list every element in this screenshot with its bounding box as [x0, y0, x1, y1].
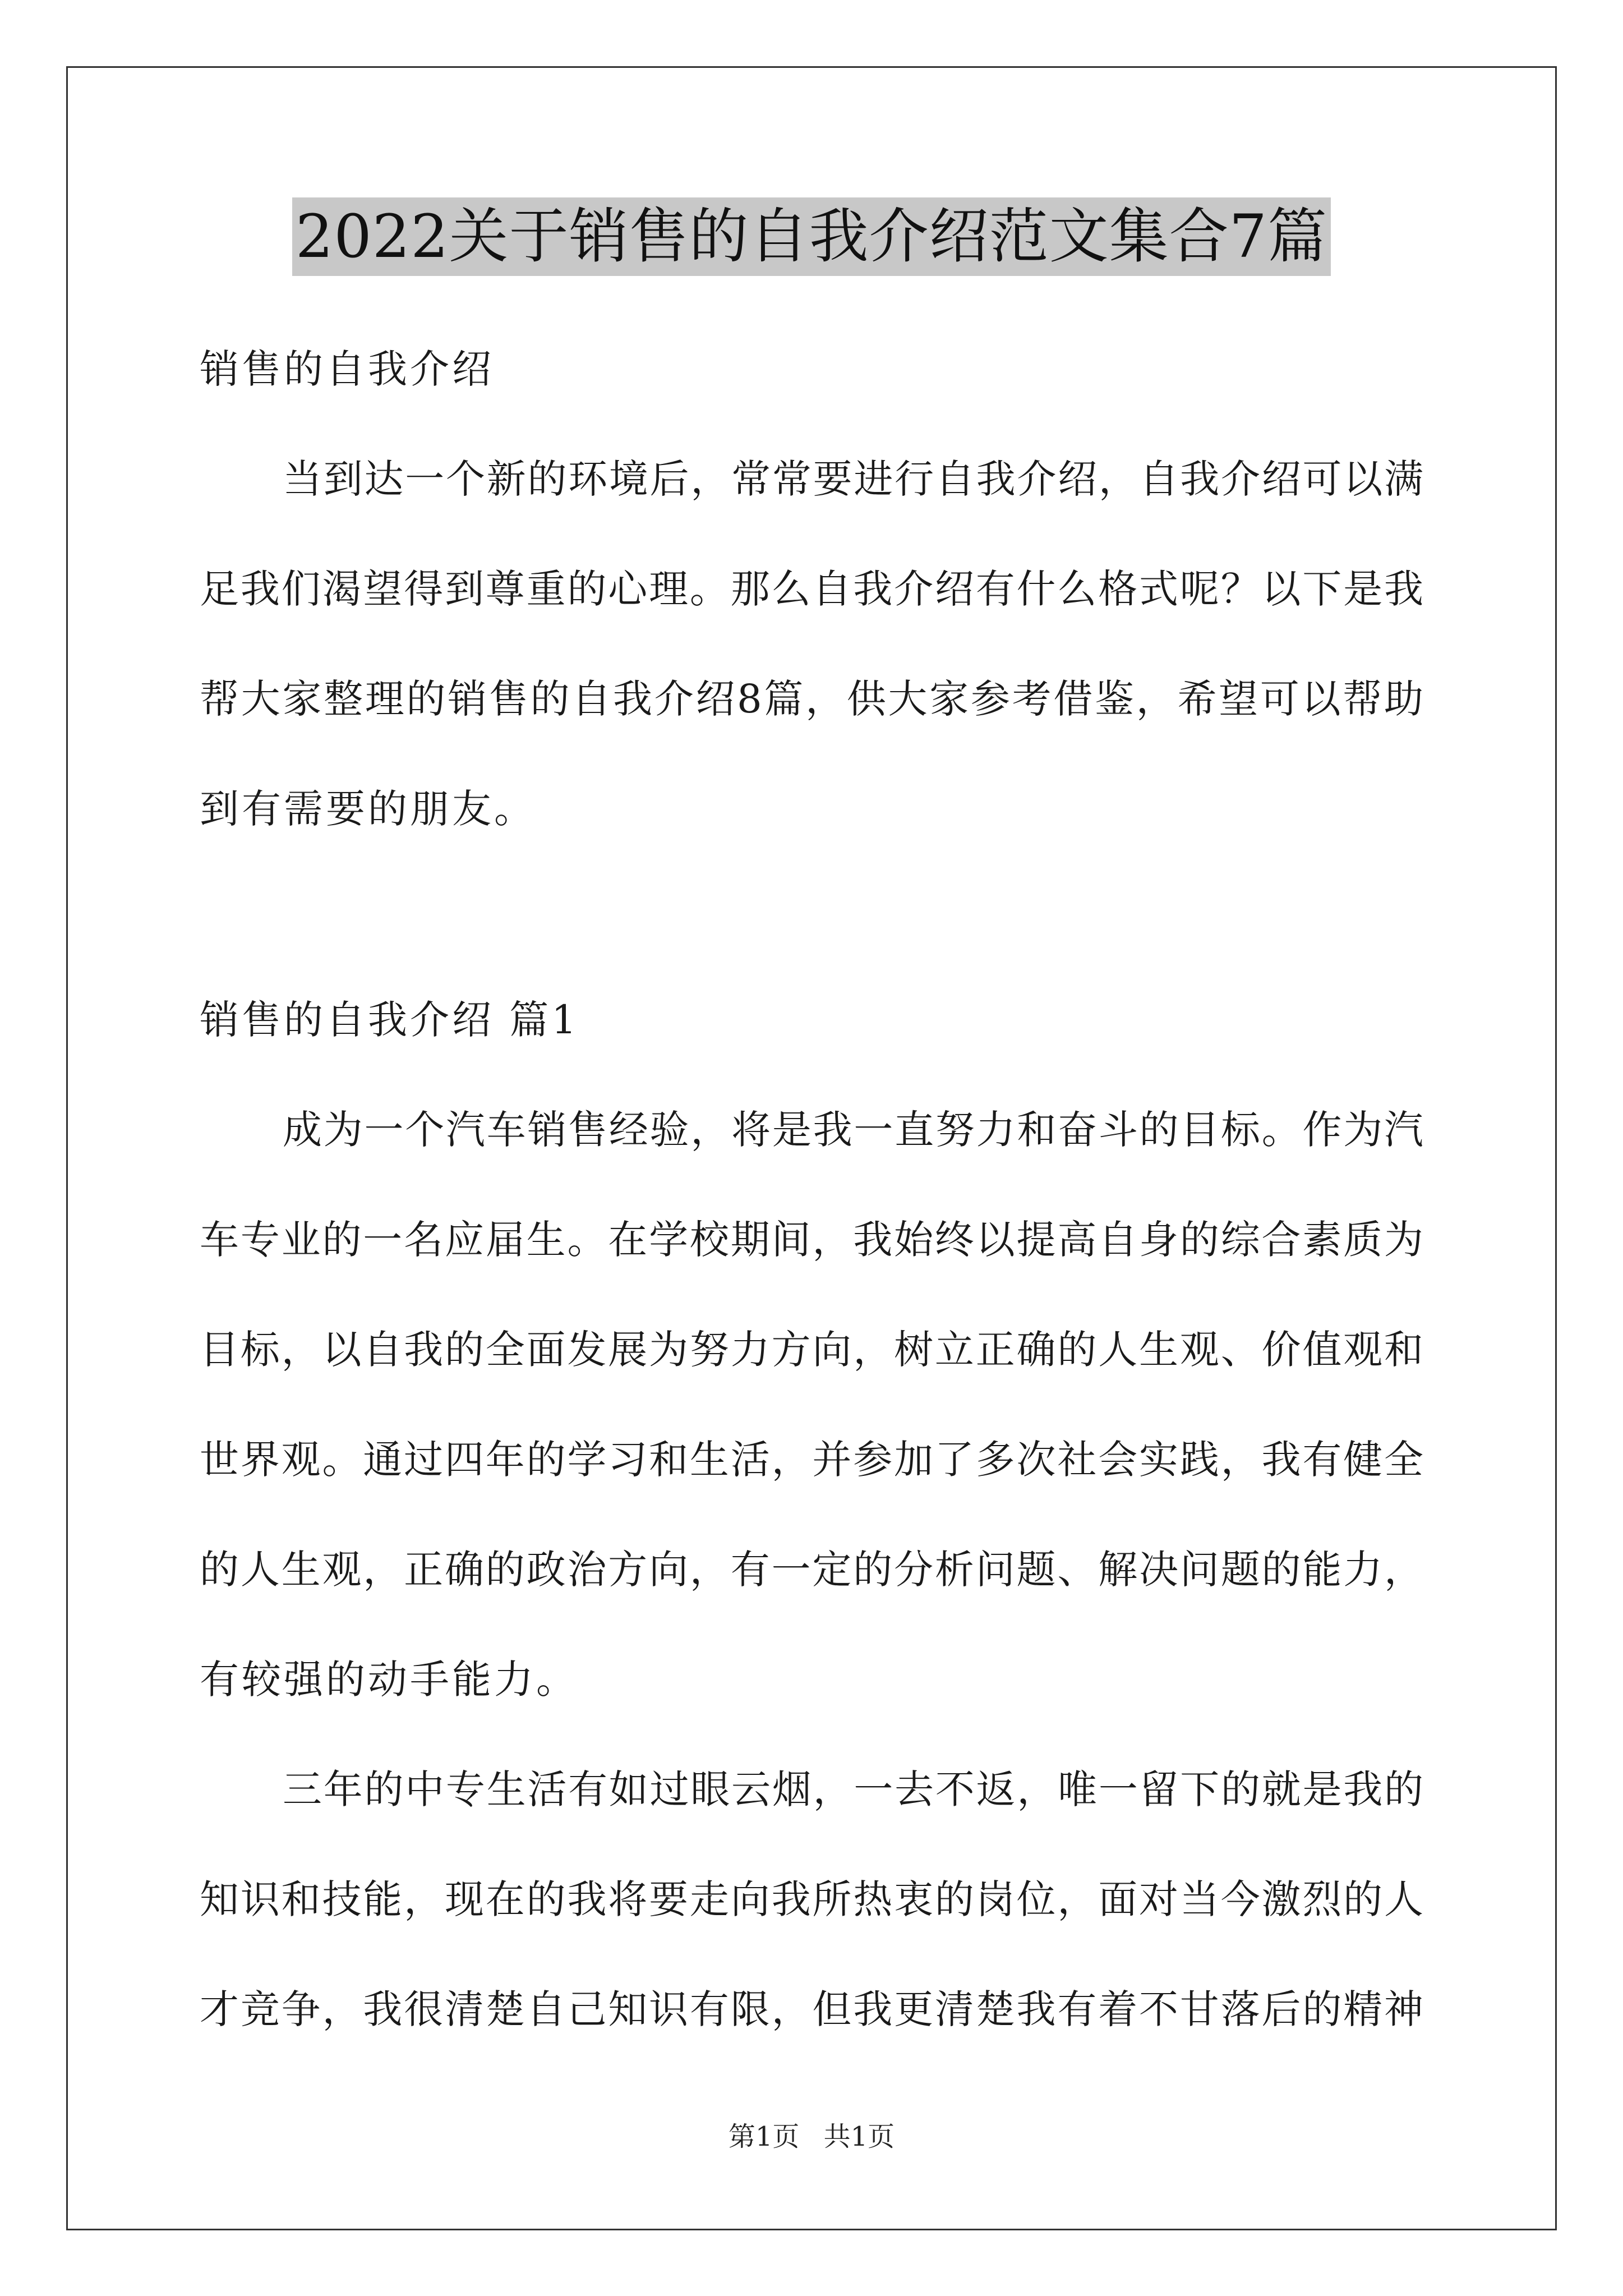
section1-para1-line: 车专业的一名应届生。在学校期间，我始终以提高自身的综合素质为 — [200, 1217, 1423, 1263]
section1-para1-line: 有较强的动手能力。 — [200, 1657, 578, 1703]
intro-line: 当到达一个新的环境后，常常要进行自我介绍，自我介绍可以满 — [283, 456, 1423, 502]
document-body — [200, 314, 1423, 2064]
intro-line: 帮大家整理的销售的自我介绍8篇，供大家参考借鉴，希望可以帮助 — [200, 676, 1423, 722]
section1-para1-line: 成为一个汽车销售经验，将是我一直努力和奋斗的目标。作为汽 — [283, 1107, 1423, 1153]
section1-para1-line: 世界观。通过四年的学习和生活，并参加了多次社会实践，我有健全 — [200, 1437, 1423, 1483]
page-footer — [0, 2115, 1623, 2154]
section1-para1-line: 的人生观，正确的政治方向，有一定的分析问题、解决问题的能力， — [200, 1547, 1423, 1593]
intro-line: 到有需要的朋友。 — [200, 786, 536, 832]
section-gap — [200, 864, 1423, 965]
section1-para1-line: 目标，以自我的全面发展为努力方向，树立正确的人生观、价值观和 — [200, 1327, 1423, 1373]
page-number-total: 共1页 — [823, 2121, 895, 2152]
document-title: 2022关于销售的自我介绍范文集合7篇 — [292, 197, 1331, 276]
intro-heading: 销售的自我介绍 — [200, 346, 494, 392]
intro-line: 足我们渴望得到尊重的心理。那么自我介绍有什么格式呢？以下是我 — [200, 566, 1423, 612]
section1-para2-line: 才竞争，我很清楚自己知识有限，但我更清楚我有着不甘落后的精神 — [200, 1986, 1423, 2032]
section1-para2-line: 三年的中专生活有如过眼云烟，一去不返，唯一留下的就是我的 — [283, 1766, 1423, 1812]
title-container — [0, 197, 1623, 276]
section1-heading: 销售的自我介绍 篇1 — [200, 997, 579, 1043]
page-number-current: 第1页 — [728, 2121, 800, 2152]
section1-para2-line: 知识和技能，现在的我将要走向我所热衷的岗位，面对当今激烈的人 — [200, 1876, 1423, 1922]
